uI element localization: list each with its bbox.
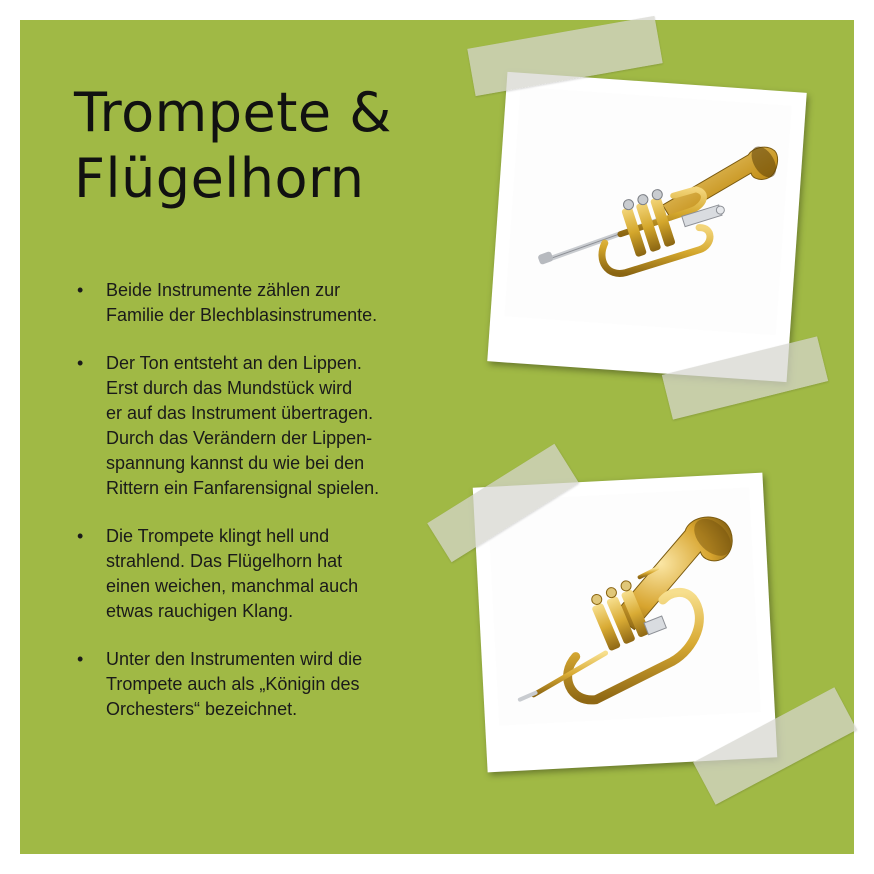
- bullet-item-4: [74, 647, 484, 722]
- bullet-text-line: strahlend. Das Flügelhorn hat: [106, 551, 343, 571]
- flugelhorn-photo: [487, 487, 760, 725]
- page-title: [74, 80, 392, 212]
- bullet-dot: •: [77, 649, 84, 669]
- bullet-text-line: Rittern ein Fanfarensignal spielen.: [106, 478, 380, 498]
- bullet-text-line: etwas rauchigen Klang.: [106, 601, 294, 621]
- flugelhorn-image: [487, 487, 760, 725]
- trumpet-image: [504, 87, 791, 335]
- bullet-text-line: Erst durch das Mundstück wird: [106, 378, 353, 398]
- bullet-text-line: Trompete auch als „Königin des: [106, 674, 360, 694]
- bullet-item-3: [74, 524, 484, 624]
- bullet-text-line: Der Ton entsteht an den Lippen.: [106, 353, 362, 373]
- title-line-2: Flügelhorn: [74, 147, 365, 210]
- bullet-item-2: [74, 351, 484, 501]
- trumpet-photo: [504, 87, 791, 335]
- bullet-dot: •: [77, 280, 84, 300]
- polaroid-trumpet: [487, 72, 806, 382]
- bullet-text-line: Beide Instrumente zählen zur: [106, 280, 341, 300]
- bullet-dot: •: [77, 353, 84, 373]
- bullet-text-line: Die Trompete klingt hell und: [106, 526, 330, 546]
- title-line-1: Trompete &: [74, 81, 392, 144]
- bullet-text-line: Orchesters“ bezeichnet.: [106, 699, 298, 719]
- bullet-text-line: Durch das Verändern der Lippen-: [106, 428, 373, 448]
- bullet-text-line: einen weichen, manchmal auch: [106, 576, 359, 596]
- bullet-text-line: spannung kannst du wie bei den: [106, 453, 365, 473]
- bullet-item-1: [74, 278, 484, 328]
- bullet-dot: •: [77, 526, 84, 546]
- bullet-list: [74, 278, 484, 745]
- bullet-text-line: Unter den Instrumenten wird die: [106, 649, 363, 669]
- bullet-text-line: er auf das Instrument übertragen.: [106, 403, 374, 423]
- bullet-text-line: Familie der Blechblasinstrumente.: [106, 305, 378, 325]
